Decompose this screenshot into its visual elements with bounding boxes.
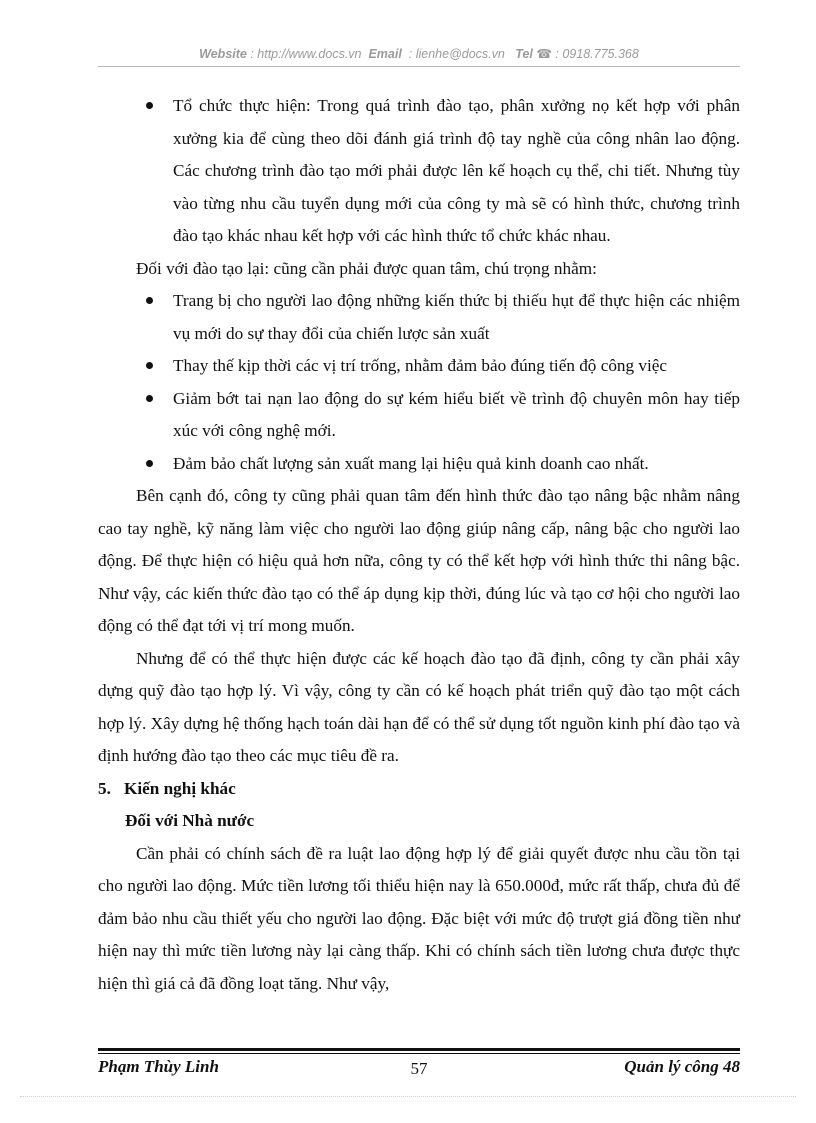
section-number: 5.: [98, 778, 111, 798]
website-label: Website: [199, 47, 247, 61]
footer-course: Quản lý công 48: [624, 1057, 740, 1076]
bullet-item: [98, 285, 740, 350]
bullet-text: Thay thế kịp thời các vị trí trống, nhằm đảm bảo đúng tiến độ công việc: [173, 356, 668, 375]
bullet-dot-icon: [146, 102, 153, 109]
bullet-item: [98, 383, 740, 448]
tel-label: Tel ☎: [515, 47, 552, 61]
section-title: Kiến nghị khác: [124, 778, 236, 798]
footer-divider-thick: [98, 1048, 740, 1051]
paragraph: Nhưng để có thể thực hiện được các kế hoạch đào tạo đã định, công ty cần phải xây dựng quỹ đào tạo hợp lý. Vì vậy, công ty cần có kế hoạch phát triển quỹ đào tạo một cách hợp lý. Xây dựng hệ thống hạch toán dài hạn để có thể sử dụng tốt nguồn kinh phí đào tạo và định hướng đào tạo theo các mục tiêu đề ra.: [98, 648, 740, 765]
email-value: : lienhe@docs.vn: [408, 47, 505, 61]
page-header: [98, 46, 740, 61]
page-footer: [98, 1057, 740, 1081]
document-body: [98, 90, 740, 1000]
tel-value: : 0918.775.368: [555, 47, 639, 61]
footer-divider-thin: [98, 1053, 740, 1054]
subsection-heading: Đối với Nhà nước: [125, 811, 255, 830]
header-divider: [98, 66, 740, 67]
paragraph: Cần phải có chính sách đề ra luật lao động hợp lý để giải quyết được nhu cầu tồn tại cho người lao động. Mức tiền lương tối thiểu hiện nay là 650.000đ, mức rất thấp, chưa đủ để đảm bảo nhu cầu thiết yếu cho người lao động. Đặc biệt với mức độ trượt giá đồng tiền như hiện nay thì mức tiền lương này lại càng thấp. Khi có chính sách tiền lương chưa được thực hiện thì giá cả đã đồng loạt tăng. Như vậy,: [98, 843, 740, 993]
section-heading: [98, 773, 740, 806]
page-number: 57: [410, 1059, 428, 1078]
retrain-intro: Đối với đào tạo lại: cũng cần phải được quan tâm, chú trọng nhằm:: [136, 258, 597, 278]
bullet-dot-icon: [146, 362, 153, 369]
bullet-dot-icon: [146, 395, 153, 402]
website-value: : http://www.docs.vn: [250, 47, 362, 61]
bullet-dot-icon: [146, 297, 153, 304]
bullet-item: [98, 350, 740, 383]
bullet-text: Giảm bớt tai nạn lao động do sự kém hiểu biết về trình độ chuyên môn hay tiếp xúc với công nghệ mới.: [173, 388, 740, 440]
bullet-text: Tổ chức thực hiện: Trong quá trình đào tạo, phân xưởng nọ kết hợp với phân xưởng kia để cùng theo dõi đánh giá trình độ tay nghề của công nhân lao động. Các chương trình đào tạo mới phải được lên kế hoạch cụ thể, chi tiết. Nhưng tùy vào từng nhu cầu tuyển dụng mới của công ty mà sẽ có hình thức, chương trình đào tạo khác nhau kết hợp với các hình thức tổ chức khác nhau.: [173, 96, 740, 245]
bullet-item: [98, 90, 740, 253]
footer-author: Phạm Thùy Linh: [98, 1057, 219, 1076]
bottom-dotted-border: [20, 1096, 796, 1097]
paragraph: Bên cạnh đó, công ty cũng phải quan tâm đến hình thức đào tạo nâng bậc nhằm nâng cao tay nghề, kỹ năng làm việc cho người lao động giúp nâng cấp, nâng bậc cho người lao động. Để thực hiện có hiệu quả hơn nữa, công ty có thể kết hợp với hình thức thi nâng bậc. Như vậy, các kiến thức đào tạo có thể áp dụng kịp thời, đúng lúc và tạo cơ hội cho người lao động có thể đạt tới vị trí mong muốn.: [98, 486, 740, 635]
bullet-dot-icon: [146, 460, 153, 467]
bullet-item: [98, 448, 740, 481]
bullet-text: Trang bị cho người lao động những kiến thức bị thiếu hụt để thực hiện các nhiệm vụ mới do sự thay đổi của chiến lược sản xuất: [173, 291, 740, 343]
bullet-text: Đảm bảo chất lượng sản xuất mang lại hiệu quả kinh doanh cao nhất.: [173, 453, 649, 473]
email-label: Email: [368, 47, 402, 61]
